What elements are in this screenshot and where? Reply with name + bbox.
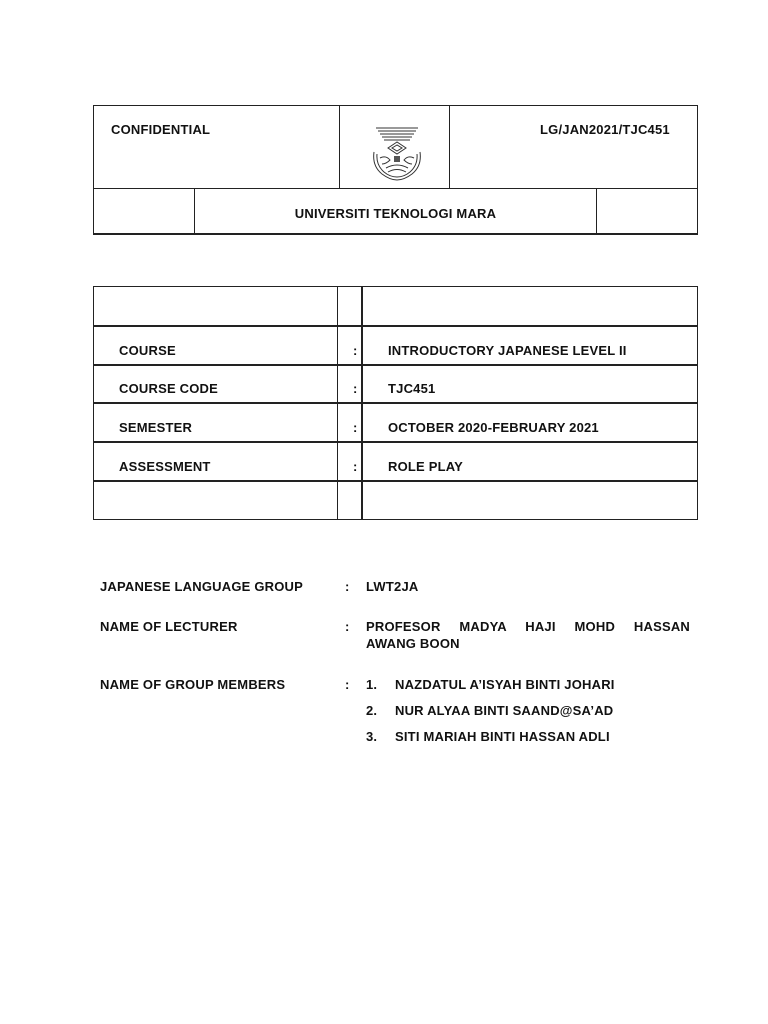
separator: : (345, 619, 350, 634)
member-number: 2. (366, 703, 378, 718)
separator: : (345, 579, 350, 594)
university-name: UNIVERSITI TEKNOLOGI MARA (294, 206, 497, 221)
course-code-label: COURSE CODE (119, 381, 218, 396)
assessment-value: ROLE PLAY (388, 459, 464, 474)
separator: : (353, 381, 358, 396)
member-name: SITI MARIAH BINTI HASSAN ADLI (395, 729, 610, 744)
lecturer-value-line2: AWANG BOON (366, 636, 460, 651)
reference-code: LG/JAN2021/TJC451 (540, 122, 670, 137)
separator: : (345, 677, 350, 692)
member-number: 1. (366, 677, 378, 692)
separator: : (353, 459, 358, 474)
members-label: NAME OF GROUP MEMBERS (100, 677, 286, 692)
group-label: JAPANESE LANGUAGE GROUP (100, 579, 303, 594)
course-value: INTRODUCTORY JAPANESE LEVEL II (388, 343, 627, 358)
member-name: NUR ALYAA BINTI SAAND@SA’AD (395, 703, 614, 718)
assessment-label: ASSESSMENT (119, 459, 211, 474)
uitm-crest-icon (366, 122, 428, 184)
course-code-value: TJC451 (388, 381, 436, 396)
course-label: COURSE (119, 343, 176, 358)
group-value: LWT2JA (366, 579, 419, 594)
lecturer-value-line1: PROFESOR MADYA HAJI MOHD HASSAN (366, 619, 690, 634)
confidential-label: CONFIDENTIAL (111, 122, 211, 137)
lecturer-label: NAME OF LECTURER (100, 619, 238, 634)
separator: : (353, 420, 358, 435)
member-name: NAZDATUL A’ISYAH BINTI JOHARI (395, 677, 615, 692)
semester-label: SEMESTER (119, 420, 193, 435)
member-number: 3. (366, 729, 378, 744)
separator: : (353, 343, 358, 358)
semester-value: OCTOBER 2020-FEBRUARY 2021 (388, 420, 599, 435)
